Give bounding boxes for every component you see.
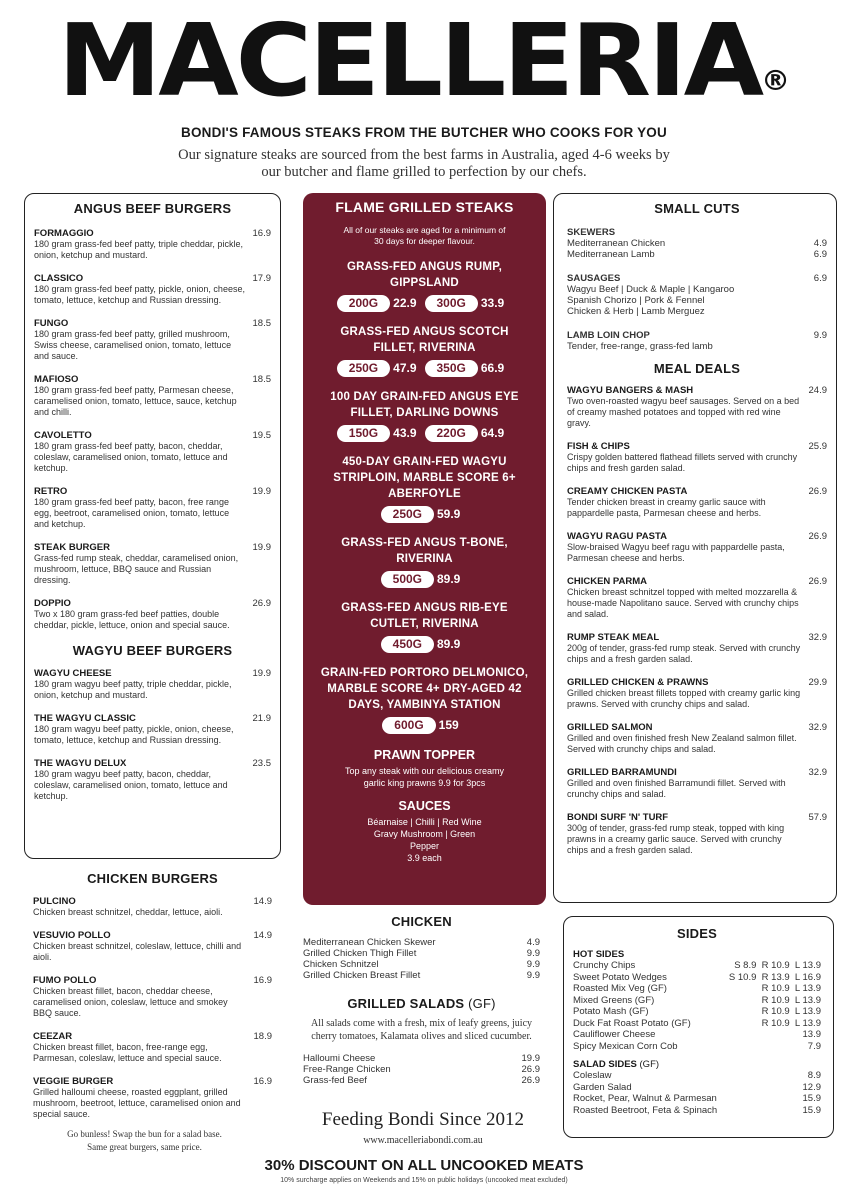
item-name: RUMP STEAK MEAL — [567, 632, 660, 643]
hot-sides-list — [573, 960, 821, 1052]
row-name: Wagyu Beef | Duck & Maple | Kangaroo — [567, 284, 735, 295]
menu-item — [34, 273, 271, 306]
menu-item — [567, 486, 827, 519]
side-price: R 10.9 L 13.9 — [761, 983, 821, 994]
steak-item — [303, 665, 546, 734]
side-price: 7.9 — [807, 1040, 821, 1052]
steak-size-pill: 200G — [337, 295, 390, 312]
sauces-text: Béarnaise | Chilli | Red Wine Gravy Mushroom | Green Pepper — [367, 817, 482, 851]
wagyu-burgers-list — [34, 668, 271, 802]
row-name: Mediterranean Lamb — [567, 249, 655, 260]
item-desc: 300g of tender, grass-fed rump steak, topped with king prawns in a creamy garlic sauce. Served with crunchy chips and a fresh garden salad. — [567, 823, 785, 855]
row-price: 4.9 — [526, 937, 540, 948]
steak-size-pill: 220G — [425, 425, 478, 442]
item-price: 32.9 — [808, 722, 827, 733]
row-name: Chicken & Herb | Lamb Merguez — [567, 306, 705, 317]
steak-price: 59.9 — [437, 507, 461, 521]
brand-name: MACELLERIA — [57, 2, 761, 119]
price-row — [303, 959, 540, 970]
item-name: THE WAGYU DELUX — [34, 758, 127, 769]
row-name: Mediterranean Chicken Skewer — [303, 937, 436, 948]
salads-section — [303, 996, 540, 1086]
feeding-bondi: Feeding Bondi Since 2012 — [321, 1109, 525, 1130]
item-desc: Crispy golden battered flathead fillets served with crunchy chips and fresh garden salad. — [567, 452, 798, 473]
angus-wagyu-panel — [24, 193, 281, 859]
website-link[interactable]: www.macelleriabondi.com.au — [363, 1135, 483, 1146]
row-price: 9.9 — [526, 959, 540, 970]
steak-name: 100 DAY GRAIN-FED ANGUS EYE FILLET, DARLING DOWNS — [330, 391, 519, 419]
side-row — [573, 1070, 821, 1082]
steaks-panel — [303, 193, 546, 905]
row-name: Chicken Schnitzel — [303, 959, 379, 970]
chicken-title: CHICKEN — [391, 914, 452, 929]
steak-item — [303, 535, 546, 588]
row-price: 19.9 — [521, 1053, 540, 1064]
item-desc: 180 gram grass-fed beef patty, grilled mushroom, Swiss cheese, caramelised onion, tomato, lettuce and sauce. — [34, 329, 232, 361]
steak-name: GRASS-FED ANGUS SCOTCH FILLET, RIVERINA — [340, 326, 509, 354]
item-price: 57.9 — [808, 812, 827, 823]
side-name: Spicy Mexican Corn Cob — [573, 1040, 678, 1052]
steak-price: 33.9 — [480, 296, 505, 310]
row-price: 4.9 — [813, 238, 827, 249]
steak-name: GRASS-FED ANGUS RIB-EYE CUTLET, RIVERINA — [341, 602, 508, 630]
item-price: 14.9 — [253, 930, 272, 941]
uncooked-discount: 30% DISCOUNT ON ALL UNCOOKED MEATS — [264, 1157, 584, 1174]
item-price: 19.9 — [252, 542, 271, 553]
prawn-topper-title: PRAWN TOPPER — [373, 748, 476, 762]
item-desc: 180 gram grass-fed beef patty, triple cheddar, pickle, onion, ketchup and mustard. — [34, 239, 243, 260]
side-price: 13.9 — [802, 1029, 821, 1040]
salads-title-suffix: (GF) — [468, 996, 496, 1011]
small-cut-row — [567, 238, 827, 249]
menu-item — [33, 975, 272, 1019]
side-row — [573, 1105, 821, 1117]
item-price: 16.9 — [252, 228, 271, 239]
row-name: Spanish Chorizo | Pork & Fennel — [567, 295, 705, 306]
salads-title-text: GRILLED SALADS — [347, 996, 465, 1011]
menu-item — [34, 374, 271, 418]
side-name: Coleslaw — [573, 1070, 612, 1081]
row-price: 26.9 — [521, 1075, 540, 1086]
row-name: Free-Range Chicken — [303, 1064, 391, 1075]
side-name: Rocket, Pear, Walnut & Parmesan — [573, 1093, 717, 1104]
steak-price: 89.9 — [437, 572, 461, 586]
steak-price: 47.9 — [393, 361, 417, 375]
small-cut-row — [567, 249, 827, 260]
side-row — [573, 972, 821, 984]
side-row — [573, 1041, 821, 1053]
item-name: RETRO — [34, 486, 68, 497]
small-cut-name: SKEWERS — [567, 227, 616, 238]
salads-list — [303, 1053, 540, 1086]
item-name: VESUVIO POLLO — [33, 930, 111, 941]
steak-size-pill: 250G — [337, 360, 390, 377]
side-row — [573, 1029, 821, 1041]
side-row — [573, 960, 821, 972]
item-name: STEAK BURGER — [34, 542, 111, 553]
wagyu-burgers-title: WAGYU BEEF BURGERS — [72, 643, 233, 658]
steak-prices — [303, 506, 546, 523]
row-price: 9.9 — [526, 948, 540, 959]
item-name: GRILLED SALMON — [567, 722, 653, 733]
row-name: Mediterranean Chicken — [567, 238, 666, 249]
item-desc: Chicken breast fillet, bacon, free-range egg, Parmesan, coleslaw, lettuce and special sauce. — [33, 1042, 222, 1063]
price-row — [303, 948, 540, 959]
menu-item — [567, 385, 827, 429]
sides-title: SIDES — [676, 926, 717, 941]
side-name: Crunchy Chips — [573, 960, 636, 971]
item-desc: 180 gram wagyu beef patty, triple cheddar, pickle, onion, ketchup and mustard. — [34, 679, 232, 700]
sauces-price: 3.9 each — [407, 853, 442, 863]
steak-prices — [303, 717, 546, 734]
steak-price: 22.9 — [393, 296, 417, 310]
item-name: GRILLED BARRAMUNDI — [567, 767, 677, 778]
side-price: 8.9 — [807, 1070, 821, 1081]
row-name: Grass-fed Beef — [303, 1075, 367, 1086]
steak-name: GRASS-FED ANGUS RUMP, GIPPSLAND — [347, 261, 502, 289]
item-desc: 180 gram grass-fed beef patty, bacon, cheddar, coleslaw, caramelised onion, tomato, lettuce and ketchup. — [34, 441, 228, 473]
price-row — [303, 1064, 540, 1075]
menu-item — [34, 430, 271, 474]
intro-text: Our signature steaks are sourced from the best farms in Australia, aged 4-6 weeks by our butcher and flame grilled to perfection by our chefs. — [178, 147, 670, 180]
steak-item — [303, 324, 546, 377]
item-name: WAGYU RAGU PASTA — [567, 531, 667, 542]
steaks-title: FLAME GRILLED STEAKS — [335, 199, 514, 215]
item-desc: Chicken breast schnitzel, coleslaw, lettuce, chilli and aioli. — [33, 941, 242, 962]
steak-name: GRASS-FED ANGUS T-BONE, RIVERINA — [341, 537, 508, 565]
side-row — [573, 1018, 821, 1030]
item-desc: Two oven-roasted wagyu beef sausages. Served on a bed of creamy mashed potatoes and topped with red wine gravy. — [567, 396, 800, 428]
item-name: FORMAGGIO — [34, 228, 94, 239]
menu-item — [33, 896, 272, 918]
steak-name: 450-DAY GRAIN-FED WAGYU STRIPLOIN, MARBLE SCORE 6+ ABERFOYLE — [333, 456, 516, 500]
side-name: Potato Mash (GF) — [573, 1006, 649, 1017]
item-price: 16.9 — [253, 975, 272, 986]
menu-item — [34, 542, 271, 586]
item-desc: 180 gram grass-fed beef patty, Parmesan cheese, caramelised onion, tomato, lettuce, sauce, ketchup and chilli. — [34, 385, 237, 417]
item-price: 25.9 — [808, 441, 827, 452]
small-cut-price: 6.9 — [813, 273, 827, 284]
row-name: Halloumi Cheese — [303, 1053, 376, 1064]
menu-item — [34, 668, 271, 701]
menu-item — [567, 677, 827, 710]
row-name: Tender, free-range, grass-fed lamb — [567, 341, 713, 352]
steak-prices — [303, 636, 546, 653]
item-desc: Grass-fed rump steak, cheddar, caramelised onion, mushroom, lettuce, BBQ sauce and Russian dressing. — [34, 553, 239, 585]
steak-price: 89.9 — [437, 637, 461, 651]
item-name: WAGYU BANGERS & MASH — [567, 385, 694, 396]
item-name: FUMO POLLO — [33, 975, 97, 986]
sides-panel — [563, 916, 834, 1138]
meal-deals-list — [567, 385, 827, 856]
item-name: FUNGO — [34, 318, 69, 329]
menu-item — [567, 722, 827, 755]
menu-item — [33, 930, 272, 963]
item-price: 19.9 — [252, 668, 271, 679]
item-price: 29.9 — [808, 677, 827, 688]
side-row — [573, 1093, 821, 1105]
angus-burgers-list — [34, 228, 271, 631]
side-price: R 10.9 L 13.9 — [761, 1006, 821, 1017]
surcharge-note: 10% surcharge applies on Weekends and 15% on public holidays (uncooked meat excluded) — [280, 1177, 568, 1184]
small-cut-row — [567, 284, 827, 295]
item-desc: Chicken breast fillet, bacon, cheddar cheese, caramelised onion, coleslaw, lettuce and smokey BBQ sauce. — [33, 986, 228, 1018]
chicken-burgers-section — [33, 871, 272, 1154]
item-name: CAVOLETTO — [34, 430, 92, 441]
steak-item — [303, 259, 546, 312]
side-name: Roasted Beetroot, Feta & Spinach — [573, 1104, 718, 1116]
item-name: MAFIOSO — [34, 374, 79, 385]
item-name: WAGYU CHEESE — [34, 668, 112, 679]
steaks-note: All of our steaks are aged for a minimum of 30 days for deeper flavour. — [343, 225, 506, 246]
salad-sides-title — [573, 1059, 821, 1070]
item-name: DOPPIO — [34, 598, 71, 609]
menu-item — [34, 318, 271, 362]
prawn-topper-text: Top any steak with our delicious creamy garlic king prawns 9.9 for 3pcs — [344, 766, 505, 788]
side-name: Mixed Greens (GF) — [573, 994, 655, 1006]
small-cut-name: SAUSAGES — [567, 273, 621, 284]
item-desc: 200g of tender, grass-fed rump steak. Served with crunchy chips and a fresh garden salad. — [567, 643, 801, 664]
menu-item — [567, 767, 827, 800]
side-name: Duck Fat Roast Potato (GF) — [573, 1017, 691, 1029]
item-price: 26.9 — [808, 576, 827, 587]
menu-item — [567, 531, 827, 564]
side-row — [573, 983, 821, 995]
small-cut-head — [567, 330, 827, 341]
menu-item — [34, 486, 271, 530]
menu-item — [567, 576, 827, 620]
item-desc: Slow-braised Wagyu beef ragu with pappardelle pasta, Parmesan cheese and herbs. — [567, 542, 785, 563]
item-price: 18.9 — [253, 1031, 272, 1042]
price-row — [303, 1075, 540, 1086]
item-price: 19.5 — [252, 430, 271, 441]
item-price: 32.9 — [808, 632, 827, 643]
small-cuts-list — [567, 227, 827, 352]
price-row — [303, 937, 540, 948]
menu-item — [567, 441, 827, 474]
steak-size-pill: 300G — [425, 295, 478, 312]
menu-item — [34, 228, 271, 261]
item-desc: 180 gram grass-fed beef patty, bacon, free range egg, beetroot, caramelised onion, tomato, lettuce and ketchup. — [34, 497, 230, 529]
item-price: 26.9 — [808, 531, 827, 542]
small-cut-group — [567, 330, 827, 352]
angus-burgers-title: ANGUS BEEF BURGERS — [73, 201, 232, 216]
item-desc: 180 gram grass-fed beef patty, pickle, onion, cheese, tomato, lettuce, ketchup and Russian dressing. — [34, 284, 245, 305]
steak-list — [303, 259, 546, 734]
item-name: BONDI SURF 'N' TURF — [567, 812, 669, 823]
steak-price: 43.9 — [393, 426, 417, 440]
chicken-section — [303, 914, 540, 981]
item-price: 16.9 — [253, 1076, 272, 1087]
side-row — [573, 995, 821, 1007]
side-price: S 10.9 R 13.9 L 16.9 — [728, 971, 821, 983]
salad-sides-suffix: (GF) — [639, 1059, 660, 1070]
side-name: Cauliflower Cheese — [573, 1029, 656, 1040]
menu-item — [34, 758, 271, 802]
side-price: S 8.9 R 10.9 L 13.9 — [734, 960, 821, 971]
item-desc: Grilled and oven finished fresh New Zealand salmon fillet. Served with crunchy chips and salad. — [567, 733, 797, 754]
item-desc: Grilled halloumi cheese, roasted eggplant, grilled mushroom, beetroot, lettuce, caramelised onion and special sauce. — [33, 1087, 241, 1119]
menu-item — [567, 632, 827, 665]
row-price: 6.9 — [813, 249, 827, 260]
salads-title — [303, 996, 540, 1011]
chicken-list — [303, 937, 540, 981]
chicken-burgers-list — [33, 896, 272, 1120]
meal-deals-title: MEAL DEALS — [653, 361, 741, 376]
steak-item — [303, 454, 546, 523]
item-price: 23.5 — [252, 758, 271, 769]
item-name: FISH & CHIPS — [567, 441, 630, 452]
item-name: CHICKEN PARMA — [567, 576, 648, 587]
item-price: 32.9 — [808, 767, 827, 778]
row-price: 26.9 — [521, 1064, 540, 1075]
row-name: Grilled Chicken Breast Fillet — [303, 970, 421, 981]
item-name: CREAMY CHICKEN PASTA — [567, 486, 688, 497]
item-name: PULCINO — [33, 896, 76, 907]
small-cut-head — [567, 227, 827, 238]
steak-prices — [303, 571, 546, 588]
item-price: 18.5 — [252, 374, 271, 385]
salad-sides-title-text: SALAD SIDES — [573, 1059, 637, 1070]
small-cut-head — [567, 273, 827, 284]
price-row — [303, 970, 540, 981]
item-price: 14.9 — [253, 896, 272, 907]
small-cut-group — [567, 227, 827, 260]
side-name: Garden Salad — [573, 1081, 632, 1093]
hot-sides-title: HOT SIDES — [573, 949, 625, 960]
item-name: THE WAGYU CLASSIC — [34, 713, 136, 724]
tagline: BONDI'S FAMOUS STEAKS FROM THE BUTCHER WHO COOKS FOR YOU — [181, 125, 667, 140]
steak-item — [303, 600, 546, 653]
small-cut-price: 9.9 — [813, 330, 827, 341]
item-name: CEEZAR — [33, 1031, 73, 1042]
item-desc: Grilled chicken breast fillets topped with creamy garlic king prawns. Served with crunchy chips and salad. — [567, 688, 801, 709]
menu-item — [567, 812, 827, 856]
steak-size-pill: 150G — [337, 425, 390, 442]
side-price: 12.9 — [802, 1081, 821, 1093]
item-desc: Tender chicken breast in creamy garlic sauce with pappardelle pasta, Parmesan cheese and herbs. — [567, 497, 766, 518]
side-price: R 10.9 L 13.9 — [761, 1017, 821, 1029]
small-cut-group — [567, 273, 827, 317]
steak-price: 64.9 — [480, 426, 505, 440]
item-name: VEGGIE BURGER — [33, 1076, 114, 1087]
side-name: Sweet Potato Wedges — [573, 971, 667, 983]
menu-item — [34, 598, 271, 631]
small-cut-name: LAMB LOIN CHOP — [567, 330, 650, 341]
item-desc: Chicken breast schnitzel, cheddar, lettuce, aioli. — [33, 907, 223, 917]
row-name: Grilled Chicken Thigh Fillet — [303, 948, 417, 959]
side-price: 15.9 — [802, 1093, 821, 1104]
steak-prices — [303, 360, 546, 377]
steak-size-pill: 350G — [425, 360, 478, 377]
menu-item — [33, 1031, 272, 1064]
side-price: R 10.9 L 13.9 — [761, 994, 821, 1006]
chicken-burgers-title: CHICKEN BURGERS — [87, 871, 218, 886]
item-price: 18.5 — [252, 318, 271, 329]
row-price: 9.9 — [526, 970, 540, 981]
side-name: Roasted Mix Veg (GF) — [573, 983, 667, 994]
item-desc: 180 gram wagyu beef patty, pickle, onion, cheese, tomato, lettuce, ketchup and Russian dressing. — [34, 724, 234, 745]
steak-price: 66.9 — [480, 361, 505, 375]
item-price: 24.9 — [808, 385, 827, 396]
menu-item — [34, 713, 271, 746]
bunless-note: Go bunless! Swap the bun for a salad base. Same great burgers, same price. — [67, 1129, 222, 1152]
item-price: 17.9 — [252, 273, 271, 284]
side-row — [573, 1082, 821, 1094]
item-desc: Grilled and oven finished Barramundi fillet. Served with crunchy chips and salad. — [567, 778, 786, 799]
steak-size-pill: 250G — [381, 506, 434, 523]
item-price: 26.9 — [808, 486, 827, 497]
steak-size-pill: 600G — [382, 717, 435, 734]
side-price: 15.9 — [802, 1104, 821, 1116]
steak-size-pill: 450G — [381, 636, 434, 653]
price-row — [303, 1053, 540, 1064]
side-row — [573, 1006, 821, 1018]
item-name: GRILLED CHICKEN & PRAWNS — [567, 677, 709, 688]
salad-sides-list — [573, 1070, 821, 1116]
small-cuts-title: SMALL CUTS — [654, 201, 740, 216]
brand-logo — [0, 2, 848, 120]
item-desc: Chicken breast schnitzel topped with melted mozzarella & house-made Napolitano sauce. Served with crunchy chips and salad. — [567, 587, 799, 619]
steak-prices — [303, 425, 546, 442]
sauces-title: SAUCES — [398, 799, 451, 813]
salads-note: All salads come with a fresh, mix of leafy greens, juicy cherry tomatoes, Kalamata olives and sliced cucumber. — [310, 1018, 533, 1042]
item-desc: Two x 180 gram grass-fed beef patties, double cheddar, pickle, lettuce, onion and special sauce. — [34, 609, 230, 630]
item-price: 21.9 — [252, 713, 271, 724]
small-cut-row — [567, 306, 827, 317]
item-price: 26.9 — [252, 598, 271, 609]
item-price: 19.9 — [252, 486, 271, 497]
item-desc: 180 gram wagyu beef patty, bacon, cheddar, coleslaw, caramelised onion, tomato, lettuce and ketchup. — [34, 769, 228, 801]
small-cuts-panel — [553, 193, 837, 903]
menu-item — [33, 1076, 272, 1120]
steak-name: GRAIN-FED PORTORO DELMONICO, MARBLE SCORE 4+ DRY-AGED 42 DAYS, YAMBINYA STATION — [320, 667, 529, 711]
registered-mark: ® — [760, 64, 791, 97]
steak-prices — [303, 295, 546, 312]
steak-price: 159 — [438, 718, 459, 732]
steak-size-pill: 500G — [381, 571, 434, 588]
small-cut-row — [567, 341, 827, 352]
steak-item — [303, 389, 546, 442]
item-name: CLASSICO — [34, 273, 84, 284]
small-cut-row — [567, 295, 827, 306]
